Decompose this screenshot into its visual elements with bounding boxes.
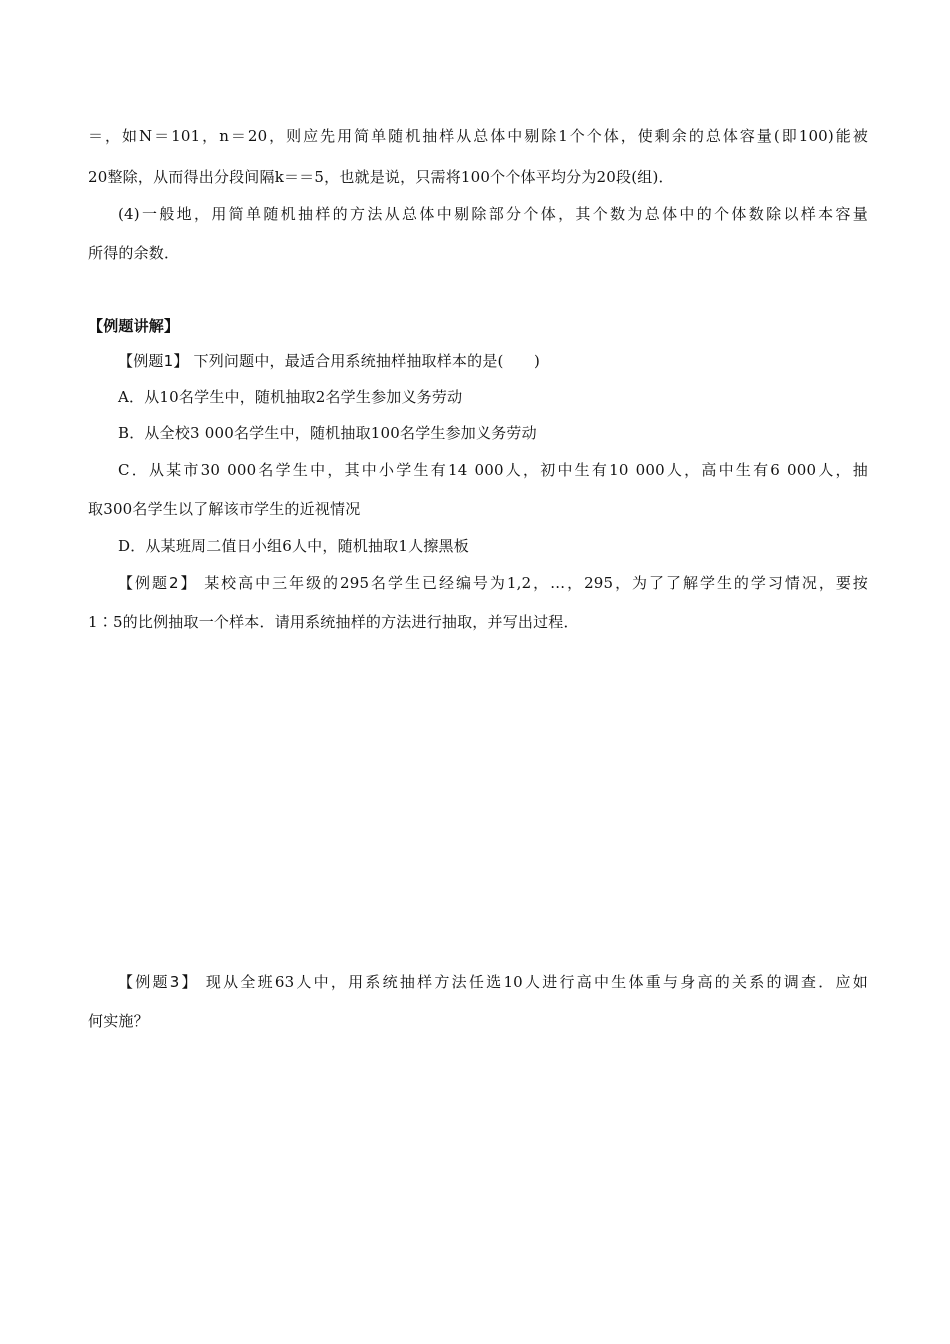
example-3-label: 【例题3】 xyxy=(118,973,199,991)
example-3-line-2: 何实施？ xyxy=(88,1012,149,1030)
example-1-label: 【例题1】 xyxy=(118,352,189,370)
example-2-line-2: 1∶5的比例抽取一个样本．请用系统抽样的方法进行抽取，并写出过程． xyxy=(88,613,579,631)
example-1-option-c-line-2: 取300名学生以了解该市学生的近视情况 xyxy=(88,500,361,518)
example-1-option-b: B．从全校3 000名学生中，随机抽取100名学生参加义务劳动 xyxy=(118,424,537,442)
intro-line-1: ＝，如N＝101，n＝20，则应先用简单随机抽样从总体中剔除1个个体，使剩余的总体容量(即100)能被 xyxy=(88,127,868,145)
example-1-question xyxy=(118,351,868,371)
example-2-line-1 xyxy=(118,573,868,593)
example-2-label: 【例题2】 xyxy=(118,574,198,592)
point-4-line-1: (4)一般地，用简单随机抽样的方法从总体中剔除部分个体，其个数为总体中的个体数除以样本容量 xyxy=(118,205,868,223)
example-1-option-a: A．从10名学生中，随机抽取2名学生参加义务劳动 xyxy=(118,388,463,406)
example-3-line-1 xyxy=(118,972,868,992)
example-3-text: 现从全班63人中，用系统抽样方法任选10人进行高中生体重与身高的关系的调查．应如 xyxy=(205,973,868,991)
section-title: 【例题讲解】 xyxy=(88,317,180,335)
example-1-question-text: 下列问题中，最适合用系统抽样抽取样本的是( ) xyxy=(193,352,541,370)
intro-line-2: 20整除，从而得出分段间隔k＝＝5，也就是说，只需将100个个体平均分为20段(组)． xyxy=(88,168,674,186)
example-1-option-c-line-1: C．从某市30 000名学生中，其中小学生有14 000人，初中生有10 000人，高中生有6 000人，抽 xyxy=(118,461,868,479)
point-4-line-2: 所得的余数． xyxy=(88,244,180,262)
example-1-option-d: D．从某班周二值日小组6人中，随机抽取1人擦黑板 xyxy=(118,537,469,555)
example-2-text: 某校高中三年级的295名学生已经编号为1,2，…，295，为了了解学生的学习情况，要按 xyxy=(204,574,868,592)
